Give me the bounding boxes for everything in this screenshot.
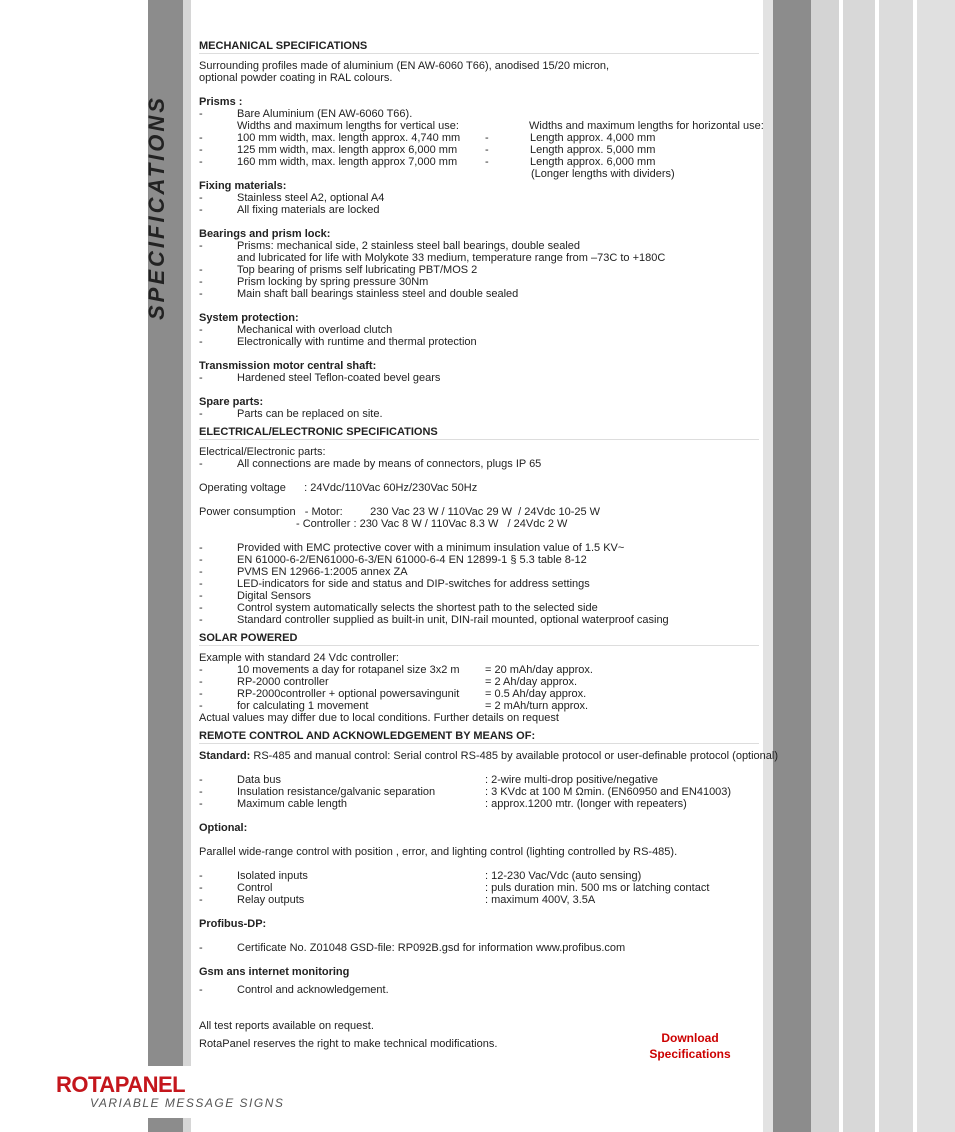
bullet-dash: - bbox=[199, 192, 203, 204]
bullet-dash: - bbox=[199, 156, 203, 168]
optional-row-3-l: Relay outputs bbox=[237, 894, 305, 906]
standard-row-2-r: : 3 KVdc at 100 M Ωmin. (EN60950 and EN41003) bbox=[485, 786, 732, 798]
bullet-dash: - bbox=[485, 132, 489, 144]
solar-row-2-l: RP-2000 controller bbox=[237, 676, 329, 688]
standard-row-3-r: : approx.1200 mtr. (longer with repeaters) bbox=[485, 798, 687, 810]
bullet-dash: - bbox=[199, 554, 203, 566]
bullet-dash: - bbox=[199, 204, 203, 216]
electrical-item-1: Provided with EMC protective cover with a minimum insulation value of 1.5 KV~ bbox=[237, 542, 625, 554]
bullet-dash: - bbox=[199, 324, 203, 336]
rotapanel-logo[interactable] bbox=[50, 1066, 286, 1118]
electrical-parts-label: Electrical/Electronic parts: bbox=[199, 446, 326, 458]
bullet-dash: - bbox=[199, 264, 203, 276]
prisms-note: (Longer lengths with dividers) bbox=[531, 168, 675, 180]
bearings-item-2: Prism locking by spring pressure 30Nm bbox=[237, 276, 429, 288]
optional-row-2-l: Control bbox=[237, 882, 273, 894]
side-label bbox=[122, 95, 169, 324]
bullet-dash: - bbox=[199, 774, 203, 786]
standard-row-3-l: Maximum cable length bbox=[237, 798, 348, 810]
bullet-dash: - bbox=[199, 700, 203, 712]
transmission-item-1: Hardened steel Teflon-coated bevel gears bbox=[237, 372, 441, 384]
standard-label: Standard: bbox=[199, 750, 251, 762]
bullet-dash: - bbox=[199, 566, 203, 578]
electrical-item-4: LED-indicators for side and status and DIP-switches for address settings bbox=[237, 578, 590, 590]
bullet-dash: - bbox=[199, 894, 203, 906]
bullet-dash: - bbox=[199, 590, 203, 602]
electrical-title: ELECTRICAL/ELECTRONIC SPECIFICATIONS bbox=[199, 426, 759, 440]
standard-row-2-l: Insulation resistance/galvanic separation bbox=[237, 786, 436, 798]
bullet-dash: - bbox=[199, 542, 203, 554]
standard-row-1-r: : 2-wire multi-drop positive/negative bbox=[485, 774, 659, 786]
bullet-dash: - bbox=[199, 132, 203, 144]
prisms-horizontal-head: Widths and maximum lengths for horizontal use: bbox=[529, 120, 764, 132]
footer-line-1: All test reports available on request. bbox=[199, 1020, 374, 1032]
spare-item-1: Parts can be replaced on site. bbox=[237, 408, 383, 420]
gsm-heading: Gsm ans internet monitoring bbox=[199, 966, 350, 978]
bullet-dash: - bbox=[199, 602, 203, 614]
profibus-item: Certificate No. Z01048 GSD-file: RP092B.gsd for information www.profibus.com bbox=[237, 942, 626, 954]
bullet-dash: - bbox=[199, 664, 203, 676]
electrical-item-5: Digital Sensors bbox=[237, 590, 311, 602]
optional-row-3-r: : maximum 400V, 3.5A bbox=[485, 894, 596, 906]
optional-row-1-l: Isolated inputs bbox=[237, 870, 308, 882]
prisms-row-1-v: 100 mm width, max. length approx. 4,740 mm bbox=[237, 132, 461, 144]
mechanical-intro-2: optional powder coating in RAL colours. bbox=[199, 72, 393, 84]
bullet-dash: - bbox=[199, 786, 203, 798]
bearings-first-1: Prisms: mechanical side, 2 stainless steel ball bearings, double sealed bbox=[237, 240, 581, 252]
bullet-dash: - bbox=[199, 372, 203, 384]
bearings-first-2: and lubricated for life with Molykote 33 medium, temperature range from –73C to +180C bbox=[237, 252, 666, 264]
prisms-vertical-head: Widths and maximum lengths for vertical use: bbox=[237, 120, 459, 132]
bullet-dash: - bbox=[199, 458, 203, 470]
bullet-dash: - bbox=[199, 240, 203, 252]
electrical-item-2: EN 61000-6-2/EN61000-6-3/EN 61000-6-4 EN 12899-1 § 5.3 table 8-12 bbox=[237, 554, 587, 566]
prisms-row-2-v: 125 mm width, max. length approx 6,000 mm bbox=[237, 144, 458, 156]
remote-title: REMOTE CONTROL AND ACKNOWLEDGEMENT BY MEANS OF: bbox=[199, 730, 759, 744]
bullet-dash: - bbox=[199, 144, 203, 156]
operating-voltage: Operating voltage : 24Vdc/110Vac 60Hz/230Vac 50Hz bbox=[199, 482, 478, 494]
standard-text: RS-485 and manual control: Serial control RS-485 by available protocol or user-definable protocol (optional) bbox=[250, 750, 779, 762]
remote-standard-line bbox=[199, 750, 779, 762]
transmission-heading: Transmission motor central shaft: bbox=[199, 360, 377, 372]
bearings-item-1: Top bearing of prisms self lubricating PBT/MOS 2 bbox=[237, 264, 478, 276]
optional-heading: Optional: bbox=[199, 822, 248, 834]
mechanical-intro-1: Surrounding profiles made of aluminium (EN AW-6060 T66), anodised 15/20 micron, bbox=[199, 60, 610, 72]
solar-intro: Example with standard 24 Vdc controller: bbox=[199, 652, 399, 664]
protection-item-1: Mechanical with overload clutch bbox=[237, 324, 393, 336]
bullet-dash: - bbox=[199, 276, 203, 288]
prisms-row-3-h: Length approx. 6,000 mm bbox=[530, 156, 656, 168]
spare-heading: Spare parts: bbox=[199, 396, 264, 408]
protection-item-2: Electronically with runtime and thermal protection bbox=[237, 336, 477, 348]
bullet-dash: - bbox=[199, 614, 203, 626]
power-consumption-2: - Controller : 230 Vac 8 W / 110Vac 8.3 W / 24Vdc 2 W bbox=[296, 518, 568, 530]
side-label-text: SPECIFICATIONS bbox=[144, 95, 169, 320]
solar-row-1-r: = 20 mAh/day approx. bbox=[485, 664, 593, 676]
download-specifications-link[interactable] bbox=[640, 1030, 740, 1062]
bearings-heading: Bearings and prism lock: bbox=[199, 228, 331, 240]
protection-heading: System protection: bbox=[199, 312, 299, 324]
optional-row-1-r: : 12-230 Vac/Vdc (auto sensing) bbox=[485, 870, 642, 882]
bullet-dash: - bbox=[485, 156, 489, 168]
bullet-dash: - bbox=[199, 942, 203, 954]
prisms-row-2-h: Length approx. 5,000 mm bbox=[530, 144, 656, 156]
bullet-dash: - bbox=[199, 798, 203, 810]
bullet-dash: - bbox=[199, 336, 203, 348]
document-page bbox=[191, 0, 779, 1132]
solar-title: SOLAR POWERED bbox=[199, 632, 759, 646]
logo-tagline: VARIABLE MESSAGE SIGNS bbox=[90, 1096, 285, 1110]
bullet-dash: - bbox=[199, 870, 203, 882]
download-line-2: Specifications bbox=[649, 1047, 731, 1061]
fixing-heading: Fixing materials: bbox=[199, 180, 287, 192]
prisms-heading: Prisms : bbox=[199, 96, 243, 108]
bullet-dash: - bbox=[199, 578, 203, 590]
solar-row-3-l: RP-2000controller + optional powersavingunit bbox=[237, 688, 460, 700]
download-line-1: Download bbox=[661, 1031, 719, 1045]
bearings-item-3: Main shaft ball bearings stainless steel and double sealed bbox=[237, 288, 519, 300]
mechanical-title: MECHANICAL SPECIFICATIONS bbox=[199, 40, 759, 54]
electrical-item-6: Control system automatically selects the shortest path to the selected side bbox=[237, 602, 598, 614]
prisms-row-1-h: Length approx. 4,000 mm bbox=[530, 132, 656, 144]
power-consumption-1: Power consumption - Motor: 230 Vac 23 W / 110Vac 29 W / 24Vdc 10-25 W bbox=[199, 506, 601, 518]
fixing-item-2: All fixing materials are locked bbox=[237, 204, 380, 216]
bullet-dash: - bbox=[199, 676, 203, 688]
bullet-dash: - bbox=[199, 882, 203, 894]
profibus-heading: Profibus-DP: bbox=[199, 918, 267, 930]
footer-line-2: RotaPanel reserves the right to make technical modifications. bbox=[199, 1038, 498, 1050]
solar-row-2-r: = 2 Ah/day approx. bbox=[485, 676, 578, 688]
logo-name: ROTAPANEL bbox=[56, 1072, 186, 1097]
prisms-material: Bare Aluminium (EN AW-6060 T66). bbox=[237, 108, 413, 120]
solar-row-3-r: = 0.5 Ah/day approx. bbox=[485, 688, 587, 700]
bullet-dash: - bbox=[199, 288, 203, 300]
bullet-dash: - bbox=[199, 984, 203, 996]
bullet-dash: - bbox=[485, 144, 489, 156]
optional-text: Parallel wide-range control with position , error, and lighting control (lighting controlled by RS-485). bbox=[199, 846, 678, 858]
electrical-item-7: Standard controller supplied as built-in unit, DIN-rail mounted, optional waterproof casing bbox=[237, 614, 669, 626]
spec-content bbox=[199, 40, 779, 1050]
electrical-parts-item: All connections are made by means of connectors, plugs IP 65 bbox=[237, 458, 542, 470]
bullet-dash: - bbox=[199, 688, 203, 700]
bullet-dash: - bbox=[199, 108, 203, 120]
solar-row-4-l: for calculating 1 movement bbox=[237, 700, 369, 712]
solar-row-4-r: = 2 mAh/turn approx. bbox=[485, 700, 589, 712]
gsm-item: Control and acknowledgement. bbox=[237, 984, 389, 996]
bullet-dash: - bbox=[199, 408, 203, 420]
optional-row-2-r: : puls duration min. 500 ms or latching contact bbox=[485, 882, 710, 894]
solar-row-1-l: 10 movements a day for rotapanel size 3x2 m bbox=[237, 664, 460, 676]
fixing-item-1: Stainless steel A2, optional A4 bbox=[237, 192, 385, 204]
prisms-row-3-v: 160 mm width, max. length approx 7,000 mm bbox=[237, 156, 458, 168]
standard-row-1-l: Data bus bbox=[237, 774, 282, 786]
electrical-item-3: PVMS EN 12966-1:2005 annex ZA bbox=[237, 566, 408, 578]
solar-note: Actual values may differ due to local conditions. Further details on request bbox=[199, 712, 559, 724]
